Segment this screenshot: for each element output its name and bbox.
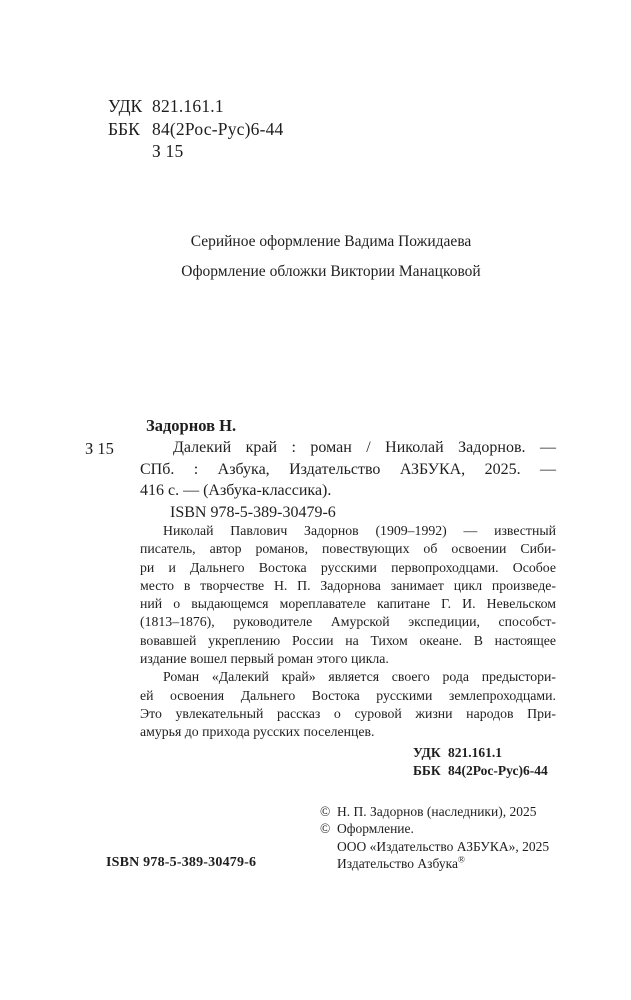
design-credits [100, 227, 562, 287]
catalog-isbn: ISBN 978-5-389-30479-6 [170, 503, 336, 521]
annotation-line: Роман «Далекий край» является своего рода предыстори- [163, 669, 556, 685]
bbk-label: ББК [108, 118, 140, 139]
annotation-line: ний о выдающемся мореплавателе капитане Г. И. Невельском [140, 596, 556, 612]
bbk-label-bottom: ББК [413, 762, 441, 778]
udk-label-bottom: УДК [413, 745, 441, 760]
annotation [140, 522, 556, 742]
cover-design-credit: Оформление обложки Виктории Манацковой [181, 263, 481, 280]
annotation-line: Это увлекательный рассказ о суровой жизни народов При- [140, 705, 556, 721]
registered-trademark-symbol: ® [457, 854, 465, 865]
copyright-author-line: © Н. П. Задорнов (наследники), 2025 [320, 804, 537, 819]
annotation-line: писатель, автор романов, повествующих об освоении Сиби- [140, 541, 556, 557]
udk-label: УДК [108, 96, 143, 116]
annotation-line: место в творчестве Н. П. Задорнова занимает цикл произведе- [140, 577, 556, 593]
annotation-line: издание вошел первый роман этого цикла. [140, 651, 389, 667]
bbk-value: 84(2Рос-Рус)6-44 [152, 118, 284, 139]
isbn-bottom: ISBN 978-5-389-30479-6 [106, 855, 257, 870]
copyright-design-line: © Оформление. [320, 821, 414, 837]
catalog-author-heading: Задорнов Н. [146, 416, 237, 435]
copyright-publisher-line: ООО «Издательство АЗБУКА», 2025 [337, 838, 550, 854]
series-design-credit: Серийное оформление Вадима Пожидаева [190, 233, 472, 250]
catalog-author-code: З 15 [85, 439, 114, 458]
author-code-row [108, 140, 284, 163]
author-code: З 15 [152, 141, 184, 161]
bbk-value-bottom: 84(2Рос-Рус)6-44 [448, 762, 548, 778]
annotation-line: ри и Дальнего Востока русскими первопроходцами. Особое [140, 559, 556, 575]
copyright-imprint-line: Издательство Азбука® [337, 854, 465, 872]
udk-row-bottom [413, 744, 548, 762]
bbk-row [108, 118, 284, 141]
catalog-title-line: Далекий край : роман / Николай Задорнов. — [173, 439, 556, 456]
udk-value-bottom: 821.161.1 [448, 745, 502, 760]
top-classification-codes [108, 95, 284, 163]
udk-row [108, 95, 284, 118]
annotation-line: Николай Павлович Задорнов (1909–1992) — известный [163, 523, 556, 538]
annotation-line: вовавшей укреплению России на Тихом океане. В настоящее [140, 632, 556, 648]
annotation-line: амурья до прихода русских поселенцев. [140, 724, 375, 740]
catalog-card [140, 437, 556, 523]
bbk-row-bottom [413, 762, 548, 780]
bottom-classification-codes [413, 744, 548, 779]
udk-value: 821.161.1 [152, 96, 224, 116]
catalog-publisher-line: СПб. : Азбука, Издательство АЗБУКА, 2025. — [140, 460, 556, 478]
annotation-line: ей освоения Дальнего Востока русскими землепроходцами. [140, 687, 556, 703]
copyright-block [320, 803, 587, 873]
catalog-pages-line: 416 с. — (Азбука-классика). [140, 482, 332, 500]
annotation-line: (1813–1876), руководителе Амурской экспедиции, способст- [140, 614, 556, 630]
